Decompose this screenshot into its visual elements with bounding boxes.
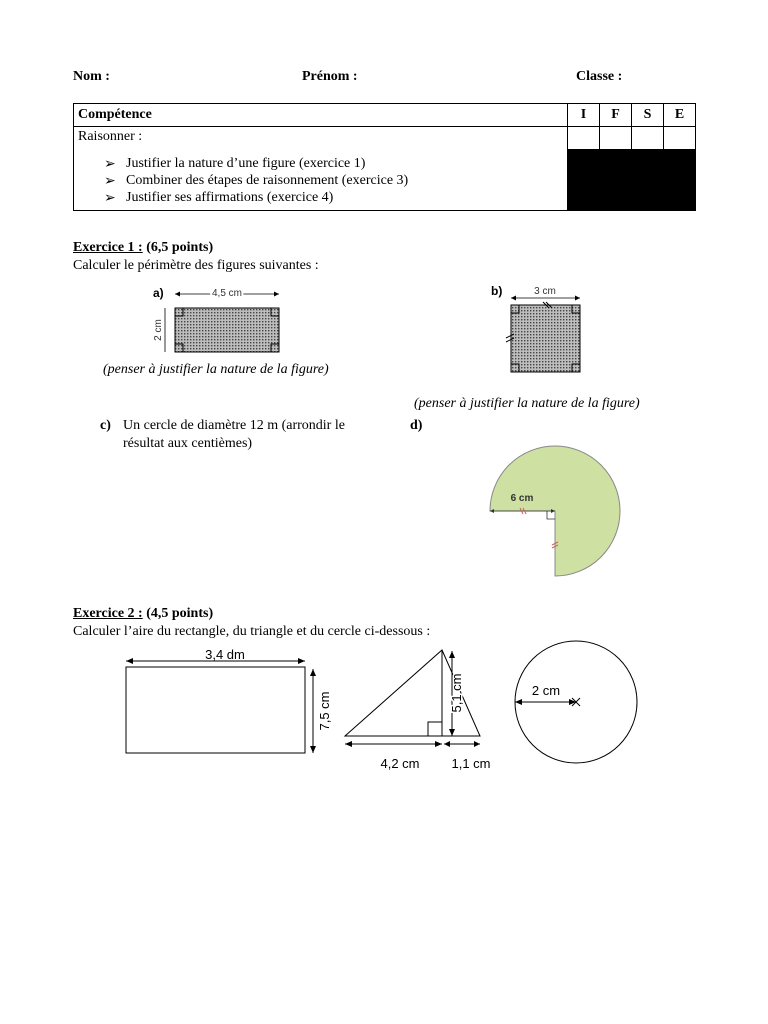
competence-item: ➢ Justifier ses affirmations (exercice 4) [104,189,334,205]
circle-radius: 2 cm [531,683,561,698]
ex1-instruction: Calculer le périmètre des figures suivantes : [73,258,319,273]
ex2-heading: Exercice 2 : (4,5 points) [73,606,214,621]
rect-height: 7,5 cm [317,691,332,731]
level-i: I [568,104,600,127]
category-label: Raisonner : [78,129,143,144]
figure-rectangle [115,643,340,758]
figure-triangle [340,645,505,775]
nom-label: Nom : [73,69,110,84]
figure-a-height: 2 cm [153,319,164,341]
figure-b [485,280,590,375]
tri-height: 5,1 cm [449,673,464,713]
figure-circle [510,637,645,767]
figure-a [145,282,295,362]
prenom-label: Prénom : [302,69,358,84]
competence-item: ➢ Combiner des étapes de raisonnement (exercice 3) [104,172,409,188]
hint-b: (penser à justifier la nature de la figure) [414,396,640,411]
hint-a: (penser à justifier la nature de la figure) [103,362,329,377]
grade-cell-f[interactable] [600,127,632,150]
tri-base1: 4,2 cm [380,756,420,771]
figure-d-radius: 6 cm [510,493,534,504]
level-s: S [632,104,664,127]
level-f: F [600,104,632,127]
arrow-icon: ➢ [104,172,116,188]
figure-b-side: 3 cm [534,286,556,297]
ex2-instruction: Calculer l’aire du rectangle, du triangle et du cercle ci-dessous : [73,624,431,639]
item-c-text-1: Un cercle de diamètre 12 m (arrondir le [123,418,345,433]
arrow-icon: ➢ [104,189,116,205]
figure-a-label: a) [153,286,164,300]
competence-item: ➢ Justifier la nature d’une figure (exercice 1) [104,155,366,171]
competence-table [73,103,696,211]
figure-d [480,440,640,585]
level-e: E [664,104,696,127]
blacked-out-cells [568,150,696,211]
figure-b-label: b) [491,284,503,298]
rect-width: 3,4 dm [205,647,245,662]
ex1-heading: Exercice 1 : (6,5 points) [73,240,214,255]
grade-cell-s[interactable] [632,127,664,150]
competence-list [78,155,567,206]
grade-cell-i[interactable] [568,127,600,150]
grade-cell-e[interactable] [664,127,696,150]
figure-a-width: 4,5 cm [211,288,243,299]
arrow-icon: ➢ [104,155,116,171]
item-c-label: c) [100,418,111,433]
tri-base2: 1,1 cm [451,756,491,771]
competence-header: Compétence [74,104,568,127]
item-c-text-2: résultat aux centièmes) [123,436,253,451]
competence-cell [74,127,568,211]
item-d-label: d) [410,418,423,433]
classe-label: Classe : [576,69,623,84]
